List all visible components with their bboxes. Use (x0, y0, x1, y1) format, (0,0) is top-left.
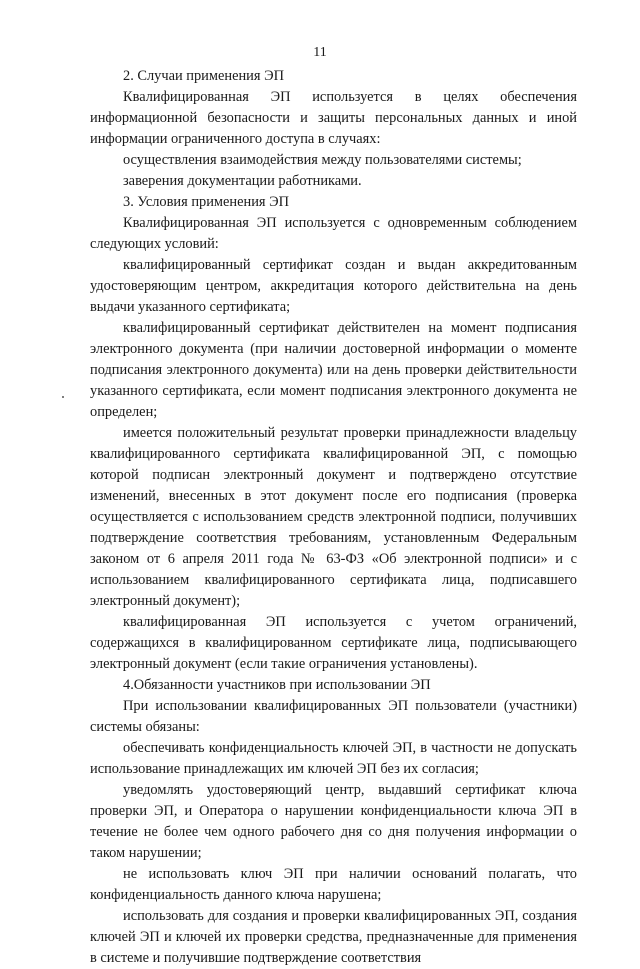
list-item-certificate-issued: квалифицированный сертификат создан и выдан аккредитованным удостоверяющим центром, аккредитация которого действительна на день выдачи указанного сертификата; (90, 257, 577, 315)
list-item-restrictions: квалифицированная ЭП используется с учетом ограничений, содержащихся в квалифицированном сертификате лица, подписывающего электронный документ (если такие ограничения установлены). (90, 614, 577, 672)
document-body (90, 66, 577, 969)
section-heading-conditions: 3. Условия применения ЭП (123, 194, 290, 210)
section-heading-cases: 2. Случаи применения ЭП (123, 68, 284, 84)
list-item-certification: заверения документации работниками. (123, 173, 362, 189)
paragraph-cases-intro: Квалифицированная ЭП используется в целях обеспечения информационной безопасности и защиты персональных данных и иной информации ограниченного доступа в случаях: (90, 89, 577, 147)
scan-artifact-dot (62, 396, 64, 398)
list-item-do-not-use: не использовать ключ ЭП при наличии оснований полагать, что конфиденциальность данного ключа нарушена; (90, 866, 577, 903)
list-item-interaction: осуществления взаимодействия между пользователями системы; (123, 152, 522, 168)
paragraph-obligations-intro: При использовании квалифицированных ЭП пользователи (участники) системы обязаны: (90, 698, 577, 735)
section-heading-obligations: 4.Обязанности участников при использовании ЭП (123, 677, 431, 693)
list-item-verification-result: имеется положительный результат проверки принадлежности владельцу квалифицированного сертификата квалифицированной ЭП, с помощью которой подписан электронный документ и подтверждено отсутствие изменений, внесенных в этот документ после его подписания (проверка осуществляется с использованием средств электронной подписи, получивших подтверждение соответствия требованиям, установленным Федеральным законом от 6 апреля 2011 года № 63-ФЗ «Об электронной подписи» и с использованием квалифицированного сертификата лица, подписавшего электронный документ); (90, 425, 577, 609)
page-number: 11 (313, 45, 327, 60)
list-item-use-tools: использовать для создания и проверки квалифицированных ЭП, создания ключей ЭП и ключей их проверки средства, предназначенные для применения в системе и получившие подтверждение соответствия (90, 908, 577, 966)
paragraph-conditions-intro: Квалифицированная ЭП используется с одновременным соблюдением следующих условий: (90, 215, 577, 252)
list-item-notify: уведомлять удостоверяющий центр, выдавший сертификат ключа проверки ЭП, и Оператора о нарушении конфиденциальности ключа ЭП в течение не более чем одного рабочего дня со дня получения информации о таком нарушении; (90, 782, 577, 861)
list-item-certificate-valid: квалифицированный сертификат действителен на момент подписания электронного документа (при наличии достоверной информации о моменте подписания электронного документа) или на день проверки действительности указанного сертификата, если момент подписания электронного документа не определен; (90, 320, 577, 420)
list-item-confidentiality: обеспечивать конфиденциальность ключей ЭП, в частности не допускать использование принадлежащих им ключей ЭП без их согласия; (90, 740, 577, 777)
